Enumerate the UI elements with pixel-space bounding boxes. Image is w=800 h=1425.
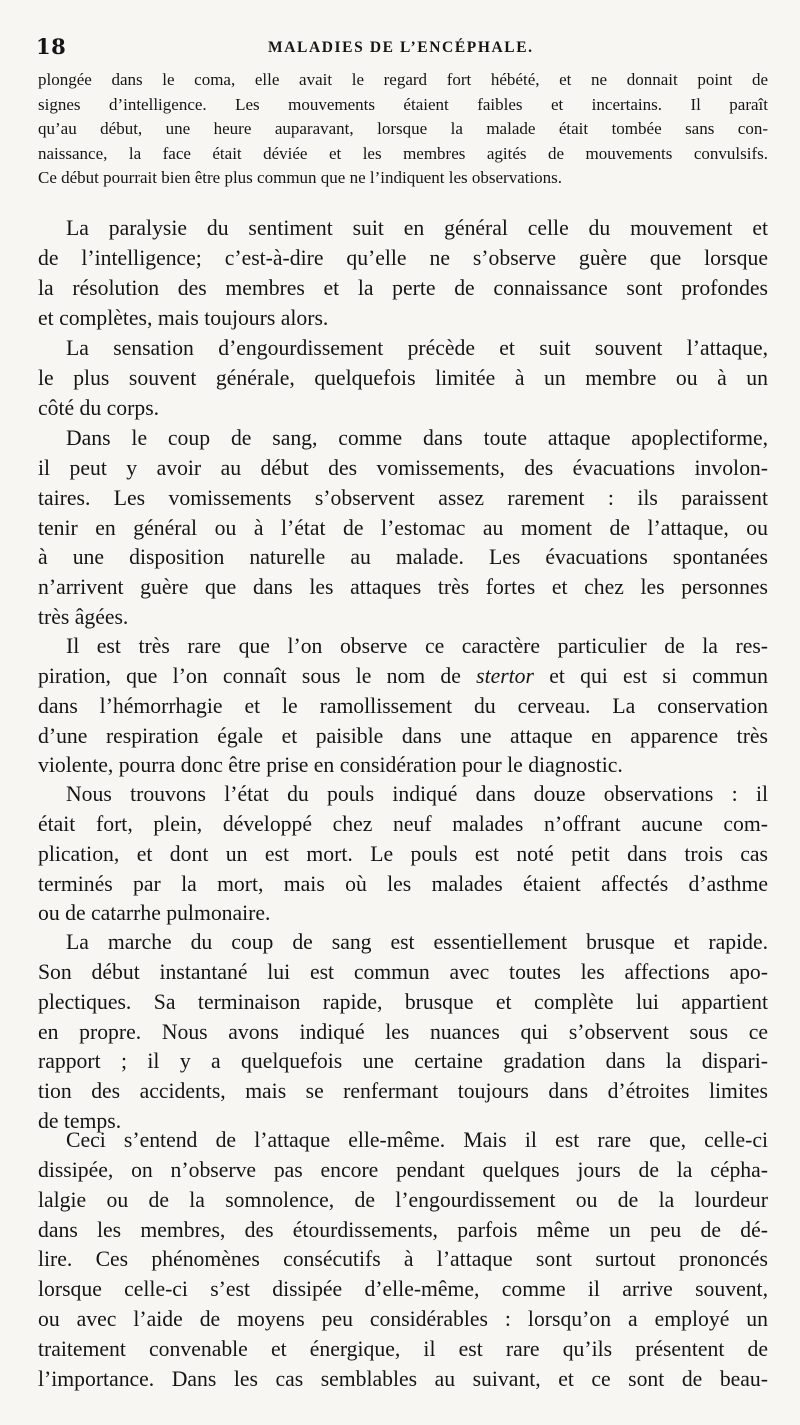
text-line: le plus souvent générale, quelquefois limitée à un membre ou à un (38, 365, 768, 390)
text-line: La paralysie du sentiment suit en général celle du mouvement et (66, 216, 768, 240)
paragraph-stertor (38, 632, 768, 781)
text-line: l’importance. Dans les cas semblables au suivant, et ce sont de beau- (38, 1366, 768, 1391)
paragraph-pouls (38, 780, 768, 929)
running-head: MALADIES DE L’ENCÉPHALE. (268, 39, 534, 56)
text-line: rapport ; il y a quelquefois une certaine gradation dans la dispari- (38, 1049, 768, 1074)
paragraph-vomissements (38, 424, 768, 633)
text-line: Nous trouvons l’état du pouls indiqué dans douze observations : il (66, 782, 768, 806)
text-line: et complètes, mais toujours alors. (38, 305, 329, 330)
text-line: ou avec l’aide de moyens peu considérables : lorsqu’on a employé un (38, 1307, 768, 1332)
text-line: Dans le coup de sang, comme dans toute attaque apoplectiforme, (66, 426, 768, 450)
text-line: naissance, la face était déviée et les membres agités de mouvements convulsifs. (38, 143, 768, 163)
text-line: Il est très rare que l’on observe ce caractère particulier de la res- (66, 634, 768, 658)
text-line: ou de catarrhe pulmonaire. (38, 901, 271, 926)
text-line: Ce début pourrait bien être plus commun que ne l’indiquent les observations. (38, 168, 563, 188)
text-line: tenir en général ou à l’état de l’estomac au moment de l’attaque, ou (38, 515, 768, 540)
page-header (36, 34, 770, 64)
text-line: de l’intelligence; c’est-à-dire qu’elle ne s’observe guère que lorsque (38, 245, 768, 270)
text-line: La sensation d’engourdissement précède et suit souvent l’attaque, (66, 336, 768, 360)
text-line: plication, et dont un est mort. Le pouls est noté petit dans trois cas (38, 841, 768, 866)
text-span: et qui est si commun (533, 663, 768, 688)
text-line: lire. Ces phénomènes consécutifs à l’attaque sont surtout prononcés (38, 1247, 768, 1272)
text-line: plongée dans le coma, elle avait le regard fort hébété, et ne donnait point de (38, 70, 768, 89)
text-line: à une disposition naturelle au malade. Les évacuations spontanées (38, 545, 768, 570)
paragraph-consecutifs (38, 1126, 768, 1395)
text-line: violente, pourra donc être prise en considération pour le diagnostic. (38, 753, 623, 778)
text-line: dissipée, on n’observe pas encore pendant quelques jours de la cépha- (38, 1157, 768, 1182)
text-line: plectiques. Sa terminaison rapide, brusque et complète lui appartient (38, 989, 768, 1014)
intro-paragraph (38, 68, 768, 191)
text-line: Son début instantané lui est commun avec toutes les affections apo- (38, 959, 768, 984)
text-line: dans les membres, des étourdissements, parfois même un peu de dé- (38, 1217, 768, 1242)
text-line: en propre. Nous avons indiqué les nuances qui s’observent sous ce (38, 1019, 768, 1044)
text-line: de temps. (38, 1109, 122, 1134)
text-line: dans l’hémorrhagie et le ramollissement du cerveau. La conservation (38, 693, 768, 718)
text-line: Ceci s’entend de l’attaque elle-même. Mais il est rare que, celle-ci (66, 1128, 768, 1152)
text-line: taires. Les vomissements s’observent assez rarement : ils paraissent (38, 485, 768, 510)
text-line: qu’au début, une heure auparavant, lorsque la malade était tombée sans con- (38, 119, 768, 139)
text-line: tion des accidents, mais se renfermant toujours dans d’étroites limites (38, 1079, 768, 1104)
text-line: très âgées. (38, 605, 129, 630)
text-line: traitement convenable et énergique, il est rare qu’ils présentent de (38, 1336, 768, 1361)
text-line: terminés par la mort, mais où les malades étaient affectés d’asthme (38, 871, 768, 896)
text-line: signes d’intelligence. Les mouvements étaient faibles et incertains. Il paraît (38, 94, 768, 114)
text-line: n’arrivent guère que dans les attaques très fortes et chez les personnes (38, 575, 768, 600)
page-number: 18 (36, 34, 67, 59)
text-line: côté du corps. (38, 395, 160, 420)
text-line: d’une respiration égale et paisible dans une attaque en apparence très (38, 723, 768, 748)
text-line: la résolution des membres et la perte de connaissance sont profondes (38, 275, 768, 300)
text-line: La marche du coup de sang est essentiellement brusque et rapide. (66, 930, 768, 954)
paragraph-engourdissement (38, 334, 768, 424)
paragraph-marche (38, 928, 768, 1137)
text-line (38, 662, 768, 692)
text-span: piration, que l’on connaît sous le nom de (38, 663, 477, 688)
italic-term: stertor (476, 663, 534, 688)
text-line: lalgie ou de la somnolence, de l’engourdissement ou de la lourdeur (38, 1187, 768, 1212)
paragraph-paralysie (38, 214, 768, 333)
text-line: lorsque celle-ci s’est dissipée d’elle-même, comme il arrive souvent, (38, 1277, 768, 1302)
text-line: il peut y avoir au début des vomissements, des évacuations involon- (38, 455, 768, 480)
text-line: était fort, plein, développé chez neuf malades n’offrant aucune com- (38, 811, 768, 836)
